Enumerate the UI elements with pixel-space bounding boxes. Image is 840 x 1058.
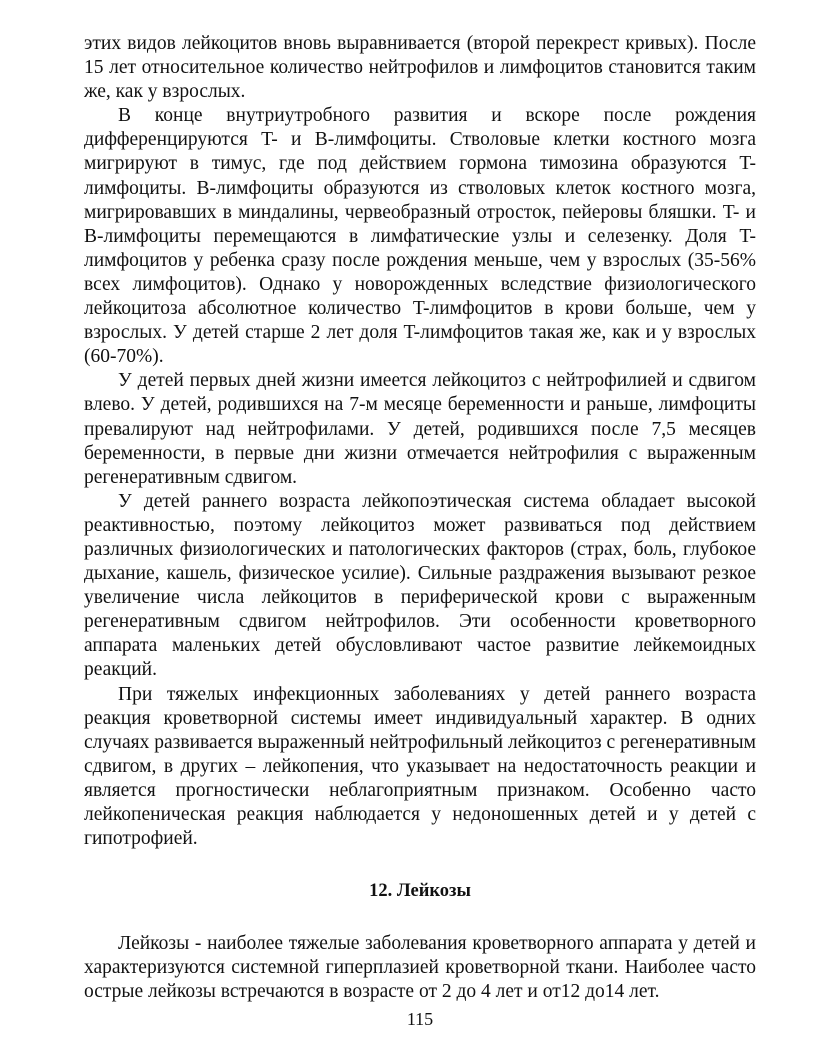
paragraph-leukopoietic-reactivity: У детей раннего возраста лейкопоэтическая система обладает высокой реактивностью, поэтому лейкоцитоз может развиваться под действием различных физиологических и патологических факторов (страх, боль, глубокое дыхание, кашель, физическое усилие). Сильные раздражения вызывают резкое увеличение числа лейкоцитов в периферической крови с выраженным регенеративным сдвигом нейтрофилов. Эти особенности кроветворного аппарата маленьких детей обусловливают частое развитие лейкемоидных реакций. (84, 490, 756, 681)
paragraph-lymphocytes-differentiation: В конце внутриутробного развития и вскоре после рождения дифференцируются T- и B-лимфоциты. Стволовые клетки костного мозга мигрируют в тимус, где под действием гормона тимозина образуются T-лимфоциты. B-лимфоциты образуются из стволовых клеток костного мозга, мигрировавших в миндалины, червеобразный отросток, пейеровы бляшки. T- и B-лимфоциты перемещаются в лимфатические узлы и селезенку. Доля T-лимфоцитов у ребенка сразу после рождения меньше, чем у взрослых (35-56% всех лимфоцитов). Однако у новорожденных вследствие физиологического лейкоцитоза абсолютное количество T-лимфоцитов в крови больше, чем у взрослых. У детей старше 2 лет доля T-лимфоцитов такая же, как и у взрослых (60-70%). (84, 105, 756, 368)
section-heading: 12. Лейкозы (369, 881, 471, 902)
paragraph-leukemia-intro: Лейкозы - наиболее тяжелые заболевания кроветворного аппарата у детей и характеризуются системной гиперплазией кроветворной ткани. Наиболее часто острые лейкозы встречаются в возрасте от 2 до 4 лет и от12 до14 лет. (84, 933, 756, 1003)
document-page (84, 32, 756, 1004)
paragraph-newborn-leukocytosis: У детей первых дней жизни имеется лейкоцитоз с нейтрофилией и сдвигом влево. У детей, родившихся на 7-м месяце беременности и раньше, лимфоциты превалируют над нейтрофилами. У детей, родившихся после 7,5 месяцев беременности, в первые дни жизни отмечается нейтрофилия с выраженным регенеративным сдвигом. (84, 370, 756, 488)
page-number: 115 (406, 1009, 434, 1029)
paragraph-continuation: этих видов лейкоцитов вновь выравнивается (второй перекрест кривых). После 15 лет относительное количество нейтрофилов и лимфоцитов становится таким же, как у взрослых. (84, 33, 756, 103)
paragraph-infectious-reaction: При тяжелых инфекционных заболеваниях у детей раннего возраста реакция кроветворной системы имеет индивидуальный характер. В одних случаях развивается выраженный нейтрофильный лейкоцитоз с регенеративным сдвигом, в других – лейкопения, что указывает на недостаточность реакции и является прогностически неблагоприятным признаком. Особенно часто лейкопеническая реакция наблюдается у недоношенных детей и у детей с гипотрофией. (84, 683, 756, 850)
